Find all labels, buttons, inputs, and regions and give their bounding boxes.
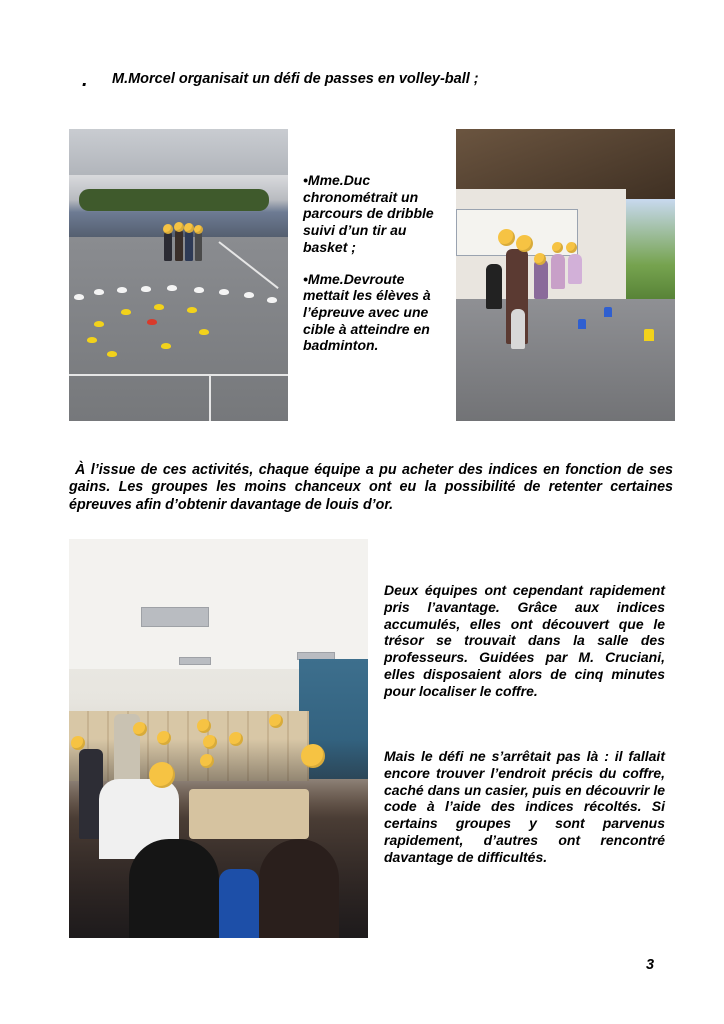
cone-yellow — [94, 321, 104, 327]
student-figure — [129, 839, 219, 938]
cone-red — [147, 319, 157, 325]
emoji-face-icon — [163, 224, 173, 234]
court-line — [69, 374, 288, 376]
cone-yellow — [161, 343, 171, 349]
student-figure — [551, 254, 565, 289]
teams-paragraph: Deux équipes ont cependant rapidement pris l’avantage. Grâce aux indices accumulés, elles ont découvert que le trésor se trouvait dans la salle des professeurs. Guidées par M. Cruciani, elles disposaient alors de cinq minutes pour localiser le coffre. — [384, 582, 665, 699]
emoji-face-icon — [157, 731, 171, 745]
emoji-face-icon — [301, 744, 325, 768]
cone-yellow — [644, 329, 654, 341]
emoji-face-icon — [197, 719, 211, 733]
ceiling-vent — [141, 607, 209, 627]
emoji-face-icon — [229, 732, 243, 746]
emoji-face-icon — [149, 762, 175, 788]
student-figure — [486, 264, 502, 309]
cone-white — [194, 287, 204, 293]
student-figure — [511, 309, 525, 349]
emoji-face-icon — [184, 223, 194, 233]
cone-white — [117, 287, 127, 293]
activity-badminton: •Mme.Devroute mettait les élèves à l’épreuve avec une cible à atteindre en badminton. — [303, 270, 431, 354]
emoji-face-icon — [566, 242, 577, 253]
student-figure — [219, 869, 259, 938]
emoji-face-icon — [552, 242, 563, 253]
activity-basket: •Mme.Duc chronométrait un parcours de dribble suivi d’un tir au basket ; — [303, 172, 434, 255]
ceiling — [69, 539, 368, 669]
garden-view — [626, 199, 675, 309]
cone-white — [74, 294, 84, 300]
student-figure — [164, 231, 172, 261]
cone-white — [267, 297, 277, 303]
student-figure — [195, 231, 202, 261]
emoji-face-icon — [194, 225, 203, 234]
floor — [456, 299, 675, 421]
playground-ground — [69, 237, 288, 421]
emoji-face-icon — [174, 222, 184, 232]
cone-blue — [578, 319, 586, 329]
photo-courtyard-cones — [69, 129, 288, 421]
student-figure — [568, 254, 582, 284]
emoji-face-icon — [516, 235, 533, 252]
page-number: 3 — [646, 957, 655, 973]
emoji-face-icon — [498, 229, 515, 246]
cone-yellow — [154, 304, 164, 310]
table — [189, 789, 309, 839]
emoji-face-icon — [71, 736, 85, 750]
cone-yellow — [107, 351, 117, 357]
volleyball-line: M.Morcel organisait un défi de passes en volley-ball ; — [112, 71, 479, 87]
cone-white — [167, 285, 177, 291]
student-figure — [175, 229, 183, 261]
photo-covered-area — [456, 129, 675, 421]
ceiling-light — [179, 657, 211, 665]
cone-yellow — [121, 309, 131, 315]
emoji-face-icon — [269, 714, 283, 728]
side-activities-text — [303, 172, 451, 369]
bullet-marker: . — [82, 69, 88, 91]
emoji-face-icon — [200, 754, 214, 768]
cone-white — [244, 292, 254, 298]
cone-blue — [604, 307, 612, 317]
emoji-face-icon — [203, 735, 217, 749]
student-figure — [185, 230, 193, 261]
challenge-paragraph: Mais le défi ne s’arrêtait pas là : il fallait encore trouver l’endroit précis du coffre, caché dans un casier, puis en découvrir le code à l’aide des indices récoltés. Si certains groupes y sont parvenus rapidement, d’autres ont rencontré davantage de difficultés. — [384, 748, 665, 865]
photo-staff-room — [69, 539, 368, 938]
cone-white — [219, 289, 229, 295]
cone-white — [141, 286, 151, 292]
outcome-paragraph: À l’issue de ces activités, chaque équipe a pu acheter des indices en fonction de ses gains. Les groupes les moins chanceux ont eu la possibilité de retenter certaines épreuves afin d’obtenir davantage de louis d’or. — [69, 462, 673, 513]
student-figure — [259, 839, 339, 938]
emoji-face-icon — [133, 722, 147, 736]
cone-yellow — [87, 337, 97, 343]
emoji-face-icon — [534, 253, 546, 265]
student-figure — [534, 259, 548, 299]
cone-yellow — [199, 329, 209, 335]
court-line — [209, 374, 211, 421]
cone-white — [94, 289, 104, 295]
trees — [79, 189, 269, 211]
cone-yellow — [187, 307, 197, 313]
